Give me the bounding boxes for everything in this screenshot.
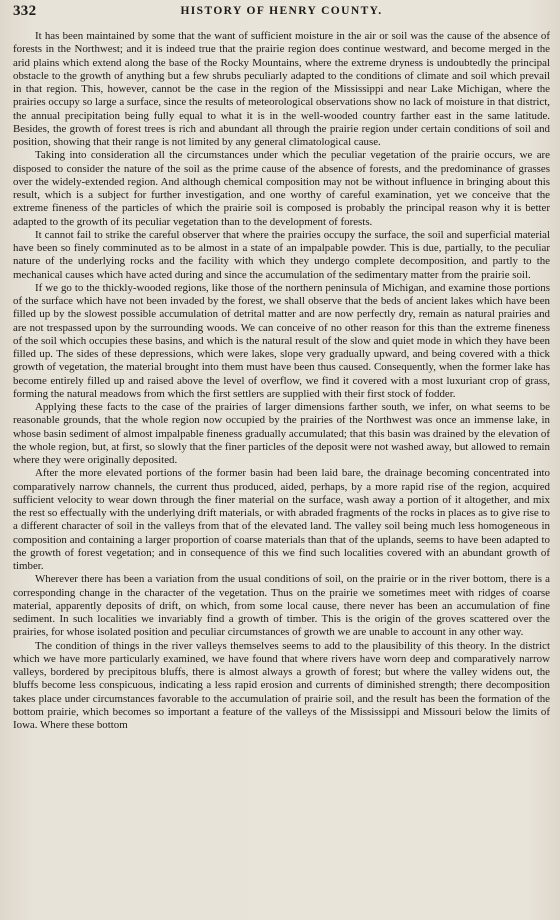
paragraph: Taking into consideration all the circumstances under which the peculiar vegetation of the prairie occurs, we are disposed to consider the nature of the soil as the prime cause of the absence of forests, and the predominance of grasses over the widely-extended region. And although chemical composition may not be without influence in bringing about this result, which is a subject for further investigation, and one worthy of careful examination, yet we conceive that the extreme fineness of the particles of which the prairie soil is composed is probably the principal reason why it is better adapted to the growth of its peculiar vegetation than to the development of forests.: [13, 149, 550, 228]
paragraph: Applying these facts to the case of the prairies of larger dimensions farther south, we infer, on what seems to be reasonable grounds, that the whole region now occupied by the prairies of the Northwest was once an immense lake, in whose basin sediment of almost impalpable fineness gradually accumulated; that this basin was drained by the elevation of the whole region, but, at first, so slowly that the finer particles of the deposit were not washed away, but allowed to remain where they were originally deposited.: [13, 401, 550, 466]
paragraph: If we go to the thickly-wooded regions, like those of the northern peninsula of Michigan, and examine those portions of the surface which have not been invaded by the forest, we shall observe that the beds of ancient lakes which have been filled up by the slowest possible accumulation of detrital matter and are now perfectly dry, remain as natural prairies and are not trespassed upon by the surrounding woods. We can conceive of no other reason for this than the extreme fineness of the soil which occupies these basins, and which is the natural result of the slow and quiet mode in which they have been filled up. The sides of these depressions, which were lakes, slope very gradually upward, and being covered with a thick growth of vegetation, the material brought into them must have been thus caused. Consequently, when the former lake has become entirely filled up and raised above the level of overflow, we find it covered with a most luxuriant crop of grass, forming the natural meadows from which the first settlers are supplied with their first stock of fodder.: [13, 281, 550, 400]
page-header: [13, 3, 550, 22]
paragraph: Wherever there has been a variation from the usual conditions of soil, on the prairie or in the river bottom, there is a corresponding change in the character of the vegetation. Thus on the prairie we sometimes meet with ridges of coarse material, apparently deposits of drift, on which, from some local cause, there never has been an accumulation of fine sediment. In such localities we invariably find a growth of timber. This is the origin of the groves scattered over the prairies, for whose isolated position and peculiar circumstances of growth we are unable to account in any other way.: [13, 573, 550, 639]
paragraph: It has been maintained by some that the want of sufficient moisture in the air or soil was the cause of the absence of forests in the Northwest; and it is indeed true that the prairie region does continue westward, and become merged in the arid plains which extend along the base of the Rocky Mountains, where the extreme dryness is undoubtedly the principal obstacle to the growth of anything but a few shrubs peculiarly adapted to the conditions of climate and soil which prevail in that region. This, however, cannot be the case in the region of the Mississippi and near Lake Michigan, where the prairies occupy so large a surface, since the results of meteorological observations show no lack of moisture in that district, the annual precipitation being fully equal to what it is in the well-wooded country farther east in the same latitude. Besides, the growth of forest trees is rich and abundant all through the prairie region under certain conditions of soil and position, showing that their range is not limited by any general climatological cause.: [13, 30, 550, 148]
body-text: [13, 30, 550, 732]
paragraph: The condition of things in the river valleys themselves seems to add to the plausibility of this theory. In the district which we have more particularly examined, we have found that where rivers have worn deep and comparatively narrow valleys, bordered by precipitous bluffs, there is almost always a growth of forest; but where the valley widens out, the bluffs become less conspicuous, indicating a less rapid erosion and currents of diminished strength; there decomposition takes place under circumstances favorable to the accumulation of prairie soil, and the result has been the formation of the bottom prairie, which becomes so important a feature of the valleys of the Mississippi and Missouri below the limits of Iowa. Where these bottom: [13, 639, 550, 731]
paragraph: It cannot fail to strike the careful observer that where the prairies occupy the surface, the soil and superficial material have been so finely comminuted as to be almost in a state of an impalpable powder. This is due, partially, to the peculiar nature of the underlying rocks and the facility with which they undergo complete decomposition, and partly to the mechanical causes which have acted during and since the accumulation of the sedimentary matter from the prairie soil.: [13, 228, 550, 281]
page-number: 332: [13, 3, 37, 19]
running-head: HISTORY OF HENRY COUNTY.: [180, 5, 383, 17]
paragraph: After the more elevated portions of the former basin had been laid bare, the drainage becoming concentrated into comparatively narrow channels, the current thus produced, aided, perhaps, by a more rapid rise of the region, acquired sufficient velocity to wear down through the finer material on the surface, wash away a portion of it altogether, and mix the rest so effectually with the underlying drift materials, or with abraded fragments of the rocks in places as to give rise to a different character of soil in the valleys from that of the elevated land. The valley soil being much less homogeneous in composition and containing a larger proportion of coarse materials than that of the uplands, seems to have been adapted to the growth of forest vegetation; and in consequence of this we find such localities covered with an abundant growth of timber.: [13, 467, 550, 572]
